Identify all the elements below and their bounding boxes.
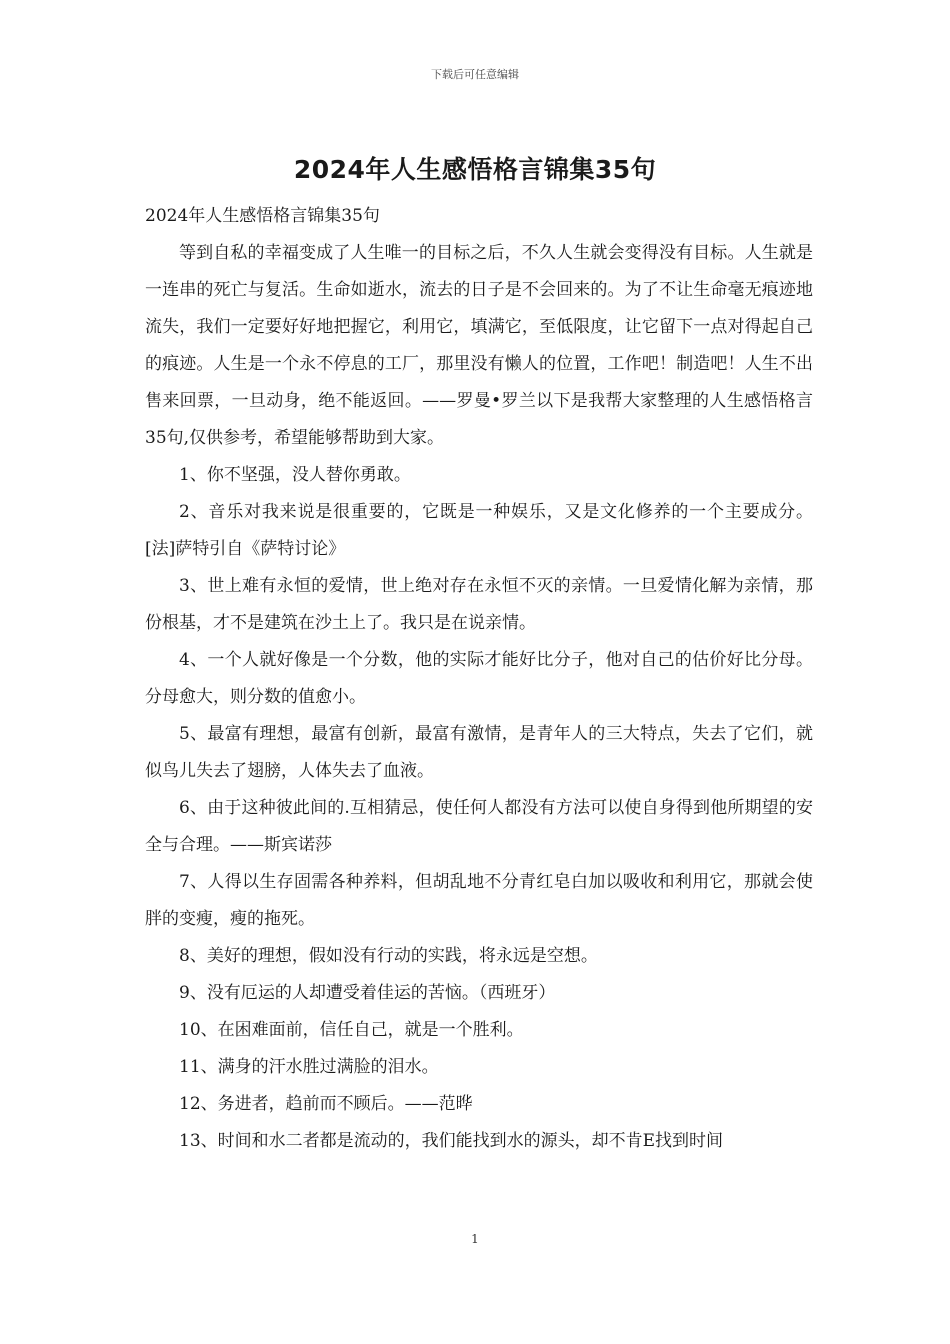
quote-item-7: 7、人得以生存固需各种养料，但胡乱地不分青红皂白加以吸收和利用它，那就会使胖的变瘦，瘦的拖死。 (145, 872, 813, 929)
quote-item-9: 9、没有厄运的人却遭受着佳运的苦恼。（西班牙） (179, 983, 556, 1003)
quote-item-4: 4、一个人就好像是一个分数，他的实际才能好比分子，他对自己的估价好比分母。分母愈大，则分数的值愈小。 (145, 650, 813, 707)
quote-item-11: 11、满身的汗水胜过满脸的泪水。 (179, 1057, 439, 1077)
intro-paragraph: 等到自私的幸福变成了人生唯一的目标之后，不久人生就会变得没有目标。人生就是一连串的死亡与复活。生命如逝水，流去的日子是不会回来的。为了不让生命毫无痕迹地流失，我们一定要好好地把握它，利用它，填满它，至低限度，让它留下一点对得起自己的痕迹。人生是一个永不停息的工厂，那里没有懒人的位置，工作吧！制造吧！人生不出售来回票，一旦动身，绝不能返回。——罗曼•罗兰以下是我帮大家整理的人生感悟格言35句,仅供参考，希望能够帮助到大家。 (145, 243, 813, 448)
quote-item-6: 6、由于这种彼此间的.互相猜忌，使任何人都没有方法可以使自身得到他所期望的安全与合理。——斯宾诺莎 (145, 798, 813, 855)
quote-item-10: 10、在困难面前，信任自己，就是一个胜利。 (179, 1020, 524, 1040)
page-number: 1 (471, 1232, 479, 1246)
quote-item-8: 8、美好的理想，假如没有行动的实践，将永远是空想。 (179, 946, 598, 966)
quote-item-2: 2、音乐对我来说是很重要的，它既是一种娱乐，又是文化修养的一个主要成分。[法]萨特引自《萨特讨论》 (145, 502, 813, 559)
quote-item-5: 5、最富有理想，最富有创新，最富有激情，是青年人的三大特点，失去了它们，就似鸟儿失去了翅膀，人体失去了血液。 (145, 724, 813, 781)
quote-item-1: 1、你不坚强，没人替你勇敢。 (179, 465, 411, 485)
document-subtitle: 2024年人生感悟格言锦集35句 (145, 206, 380, 226)
quote-item-12: 12、务进者，趋前而不顾后。——范晔 (179, 1094, 473, 1114)
document-title: 2024年人生感悟格言锦集35句 (293, 155, 657, 184)
page-header: 下载后可任意编辑 (431, 68, 519, 81)
quote-item-3: 3、世上难有永恒的爱情，世上绝对存在永恒不灭的亲情。一旦爱情化解为亲情，那份根基，才不是建筑在沙土上了。我只是在说亲情。 (145, 576, 813, 633)
document-body (145, 198, 813, 1160)
quote-item-13: 13、时间和水二者都是流动的，我们能找到水的源头，却不肯E找到时间 (179, 1131, 724, 1151)
